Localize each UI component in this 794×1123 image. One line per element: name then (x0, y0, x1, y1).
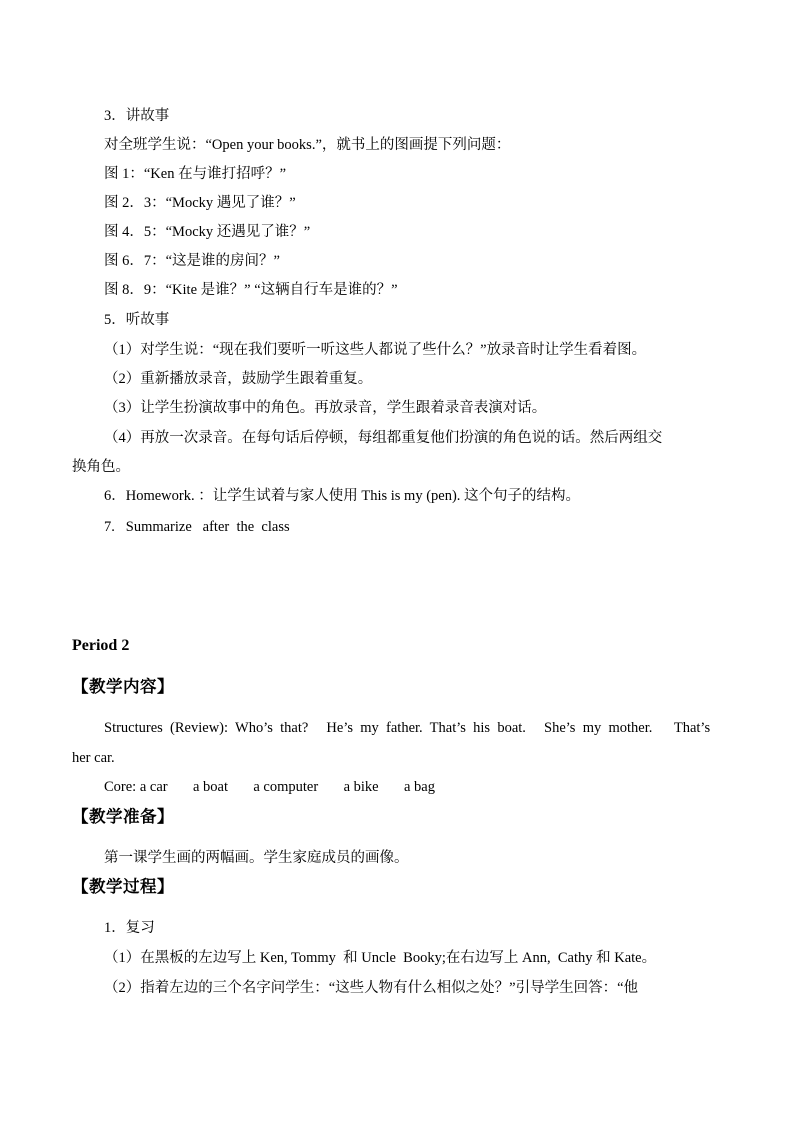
period-title: Period 2 (72, 637, 130, 654)
teaching-process-heading: 【教学过程】 (72, 877, 174, 896)
review-step: （2）指着左边的三个名字问学生：“这些人物有什么相似之处？”引导学生回答：“他 (104, 980, 639, 996)
listen-step: （3）让学生扮演故事中的角色。再放录音，学生跟着录音表演对话。 (104, 400, 547, 416)
listen-step: （4）再放一次录音。在每句话后停顿，每组都重复他们扮演的角色说的话。然后两组交 (104, 430, 663, 446)
review-step: （1）在黑板的左边写上 Ken, Tommy 和 Uncle Booky;在右边写上 Ann, Cathy 和 Kate。 (104, 950, 657, 966)
listen-step: （2）重新播放录音，鼓励学生跟着重复。 (104, 371, 373, 387)
prep-text: 第一课学生画的两幅画。学生家庭成员的画像。 (104, 850, 409, 866)
teaching-content-heading: 【教学内容】 (72, 677, 174, 696)
section-heading-listen: 5．听故事 (104, 312, 170, 328)
story-question: 图 6．7：“这是谁的房间？” (104, 253, 280, 269)
core-vocabulary: Core: a car a boat a computer a bike a bag (104, 779, 435, 795)
story-question: 图 4．5：“Mocky 还遇见了谁？” (104, 224, 311, 240)
summary-line: 7. Summarize after the class (104, 519, 290, 535)
section-heading-tell-story: 3．讲故事 (104, 108, 170, 124)
review-heading: 1．复习 (104, 920, 155, 936)
story-question: 图 8．9：“Kite 是谁？” “这辆自行车是谁的？” (104, 282, 398, 298)
homework-line: 6．Homework. ：让学生试着与家人使用 This is my (pen). 这个句子的结构。 (104, 488, 581, 504)
listen-step: （1）对学生说：“现在我们要听一听这些人都说了些什么？”放录音时让学生看着图。 (104, 342, 647, 358)
structures-line: Structures (Review): Who’s that? He’s my father. That’s his boat. She’s my mother. That’s (104, 720, 711, 736)
story-question: 图 2．3：“Mocky 遇见了谁？” (104, 195, 296, 211)
story-intro: 对全班学生说：“Open your books.”，就书上的图画提下列问题： (104, 137, 511, 153)
story-question: 图 1：“Ken 在与谁打招呼？” (104, 166, 287, 182)
structures-line-continued: her car. (72, 750, 115, 766)
teaching-prep-heading: 【教学准备】 (72, 807, 174, 826)
listen-step-continued: 换角色。 (72, 459, 130, 475)
